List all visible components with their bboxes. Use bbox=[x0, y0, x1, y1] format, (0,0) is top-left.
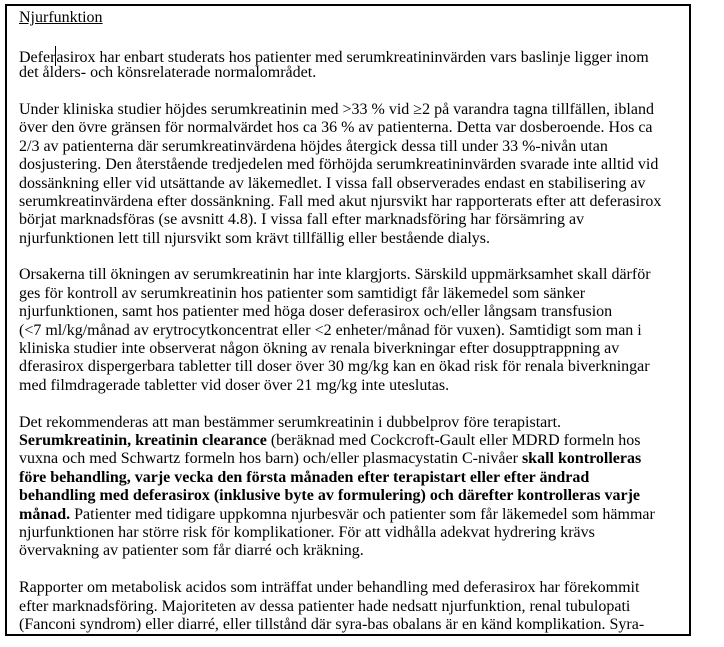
text-segment: serumkreatinvärdena efter dossänkning. Fall med akut njursvikt har rapporterats efter att deferasirox bbox=[19, 192, 662, 210]
text-line bbox=[19, 340, 683, 358]
text-segment: Defer bbox=[19, 48, 56, 66]
text-segment: efter marknadsföring. Majoriteten av dessa patienter hade nedsatt njurfunktion, renal tubulopati bbox=[19, 597, 631, 615]
text-segment: med filmdragerade tabletter vid doser över 21 mg/kg inte uteslutas. bbox=[19, 376, 450, 394]
text-segment: börjat marknadsföras (se avsnitt 4.8). I vissa fall efter marknadsföring har försämring av bbox=[19, 211, 585, 229]
bold-text-segment: behandling med deferasirox (inklusive byte av formulering) och därefter kontrolleras varje bbox=[19, 487, 640, 505]
paragraph bbox=[19, 414, 683, 561]
text-line bbox=[19, 156, 683, 174]
text-line bbox=[19, 230, 683, 248]
paragraph bbox=[19, 579, 683, 634]
text-line bbox=[19, 450, 683, 468]
text-segment: övervakning av patienter som får diarré och kräkning. bbox=[19, 542, 364, 560]
text-line bbox=[19, 285, 683, 303]
text-segment: dferasirox dispergerbara tabletter till doser över 30 mg/kg kan en ökad risk för renala biverkningar bbox=[19, 358, 650, 376]
text-segment: ges för kontroll av serumkreatinin hos patienter som samtidigt får läkemedel som sänker bbox=[19, 284, 586, 302]
text-line bbox=[19, 542, 683, 560]
text-segment: vuxna och med Schwartz formeln hos barn) och/eller plasmacystatin C-nivåer bbox=[19, 450, 522, 468]
text-line bbox=[19, 119, 683, 137]
bold-text-segment: före behandling, varje vecka den första månaden efter terapistart eller efter ändrad bbox=[19, 468, 590, 486]
text-segment: njurfunktionen har större risk för komplikationer. För att vidhålla adekvat hydrering krävs bbox=[19, 523, 595, 541]
text-line bbox=[19, 377, 683, 395]
text-line bbox=[19, 524, 683, 542]
bold-text-segment: månad. bbox=[19, 505, 71, 523]
text-line bbox=[19, 469, 683, 487]
paragraph bbox=[19, 101, 683, 248]
text-line bbox=[19, 193, 683, 211]
text-line bbox=[19, 138, 683, 156]
text-segment: njurfunktionen, samt hos patienter med höga doser deferasirox och/eller långsam transfusion bbox=[19, 303, 613, 321]
document-text-area[interactable] bbox=[7, 6, 689, 634]
text-line bbox=[19, 616, 683, 634]
text-line bbox=[19, 579, 683, 597]
bold-text-segment: skall kontrolleras bbox=[521, 450, 642, 468]
document-page bbox=[5, 4, 691, 636]
text-line bbox=[19, 414, 683, 432]
text-segment: njurfunktionen lett till njursvikt som krävt tillfällig eller bestående dialys. bbox=[19, 229, 491, 247]
text-line bbox=[19, 64, 683, 82]
text-segment: (Fanconi syndrom) eller diarré, eller tillstånd där syra-bas obalans är en känd komplikation. Syra- bbox=[19, 615, 645, 633]
text-line bbox=[19, 46, 683, 64]
text-line bbox=[19, 175, 683, 193]
text-line bbox=[19, 432, 683, 450]
text-segment: dossänkning eller vid utsättande av läkemedlet. I vissa fall observerades endast en stabilisering av bbox=[19, 174, 646, 192]
paragraph bbox=[19, 266, 683, 395]
text-line bbox=[19, 506, 683, 524]
text-segment: över den övre gränsen för normalvärdet hos ca 36 % av patienterna. Detta var dosberoende. Hos ca bbox=[19, 119, 653, 137]
text-line bbox=[19, 487, 683, 505]
text-segment: (<7 ml/kg/månad av erytrocytkoncentrat eller <2 enheter/månad för vuxen). Samtidigt som man i bbox=[19, 321, 642, 339]
text-line bbox=[19, 358, 683, 376]
text-segment: Under kliniska studier höjdes serumkreatinin med >33 % vid ≥2 på varandra tagna tillfällen, ibland bbox=[19, 100, 654, 118]
paragraph bbox=[19, 46, 683, 83]
text-line bbox=[19, 322, 683, 340]
text-line bbox=[19, 101, 683, 119]
text-segment: Rapporter om metabolisk acidos som inträffat under behandling med deferasirox har förekommit bbox=[19, 579, 640, 597]
text-segment: (beräknad med Cockcroft-Gault eller MDRD formeln hos bbox=[266, 432, 641, 449]
paragraph-list bbox=[19, 46, 683, 635]
text-line bbox=[19, 266, 683, 284]
document-title: Njurfunktion bbox=[19, 9, 103, 26]
text-segment: dosjustering. Den återstående tredjedelen med förhöjda serumkreatininvärden svarade inte alltid vid bbox=[19, 156, 659, 174]
text-segment: Orsakerna till ökningen av serumkreatinin har inte klargjorts. Särskild uppmärksamhet skall därför bbox=[19, 266, 651, 284]
text-segment: Det rekommenderas att man bestämmer serumkreatinin i dubbelprov före terapistart. bbox=[19, 413, 562, 431]
text-segment: 2/3 av patienterna där serumkreatinvärdena höjdes återgick dessa till under 33 %-nivån utan bbox=[19, 137, 608, 155]
text-line bbox=[19, 211, 683, 229]
text-line bbox=[19, 598, 683, 616]
text-segment: kliniska studier inte observerat någon ökning av renala biverkningar efter dosupptrappning av bbox=[19, 340, 620, 358]
text-segment: Patienter med tidigare uppkomna njurbesvär och patienter som får läkemedel som hämmar bbox=[70, 505, 655, 523]
text-segment: det ålders- och könsrelaterade normalområdet. bbox=[19, 64, 317, 82]
text-segment: asirox har enbart studerats hos patienter med serumkreatininvärden vars baslinje ligger inom bbox=[56, 48, 649, 66]
bold-text-segment: Serumkreatinin, kreatinin clearance bbox=[19, 432, 267, 449]
text-line bbox=[19, 303, 683, 321]
